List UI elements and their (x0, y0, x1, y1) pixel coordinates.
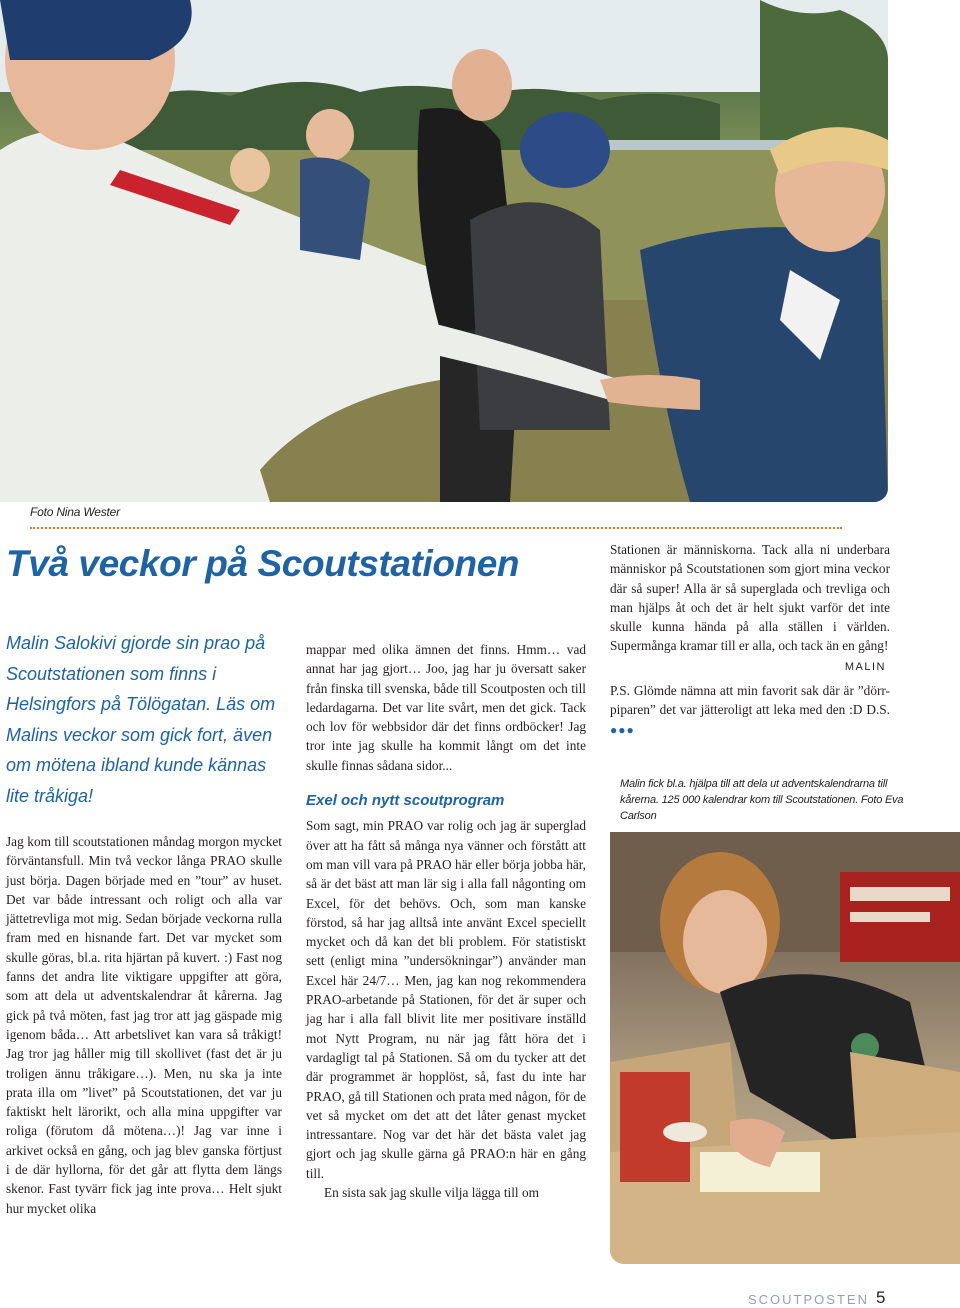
article-column-2 (306, 640, 586, 1202)
photo-credit: Foto Nina Wester (30, 505, 120, 519)
postscript (610, 681, 890, 740)
article-lead: Malin Salokivi gjorde sin prao på Scoutstationen som finns i Helsingfors på Tölögatan. Läs om Malins veckor som gick fort, även om mötena ibland kunde kännas lite tråkiga! (6, 633, 276, 806)
malin-illustration (610, 832, 960, 1264)
magazine-name: SCOUTPOSTEN (748, 1292, 869, 1307)
malin-photo (610, 832, 960, 1264)
body-paragraph: Stationen är människorna. Tack alla ni underbara människor på Scoutstationen som gjort mina veckor där så super! Alla är så superglada och trevliga och man hjälps åt och det är helt sjukt varför det inte skulle kunna hända på alla ställen i världen. Supermånga kramar till er alla, och tack än en gång! (610, 542, 890, 654)
dotted-divider (30, 527, 842, 529)
article-title: Två veckor på Scoutstationen (6, 543, 520, 584)
end-marks-icon: ●●● (610, 722, 635, 737)
article-column-1 (6, 832, 282, 1218)
body-paragraph: En sista sak jag skulle vilja lägga till om (324, 1185, 539, 1201)
article-column-3 (610, 540, 890, 740)
section-subheading: Exel och nytt scoutprogram (306, 792, 505, 810)
body-paragraph: Jag kom till scoutstationen måndag morgon mycket förväntansfull. Min två veckor långa PRAO skulle just börja. Dagen började med en ”tour” av huset. Det var både intressant och roligt och alla var jättetrevliga mot mig. Sedan började veckorna rulla fram med en hisnande fart. Det var mycket som skulle göras, bl.a. rita hjärtan på kuvert. :) Fast nog fanns det andra lite viktigare uppgifter att göra, som att dela ut adventskalendrar åt kårerna. Jag gick på två möten, fast jag tror att jag gäspade mig igenom båda… Att arbetslivet kan vara så tråkigt! Jag tror jag håller mig till skollivet (fast det är ju troligen ännu tråkigare…). Men, nu ska ja inte prata illa om ”livet” på Scoutstationen, det var ju faktiskt helt lärorikt, och alla mina uppgifter var roliga (förutom då mötena…)! Jag var inne i arkivet också en gång, och jag blev ganska förtjust i de där hyllorna, för det går att flytta dem längs skenor. Fast tyvärr fick jag inte prova… Helt sjukt hur mycket olika (6, 834, 282, 1216)
page-number: 5 (876, 1288, 886, 1307)
author-signature: MALIN (844, 660, 886, 673)
body-paragraph: mappar med olika ämnen det finns. Hmm… vad annat har jag gjort… Joo, jag har ju översatt saker från finska till svenska, både till Scoutposten och till ledardagarna. Det var lite svårt, men det gick. Tack och lov för webbsidor där det finns ordböcker! Jag tror inte jag skulle ha kommit långt om det inte skulle finnas sådana sidor... (306, 642, 586, 773)
postscript-text: P.S. Glömde nämna att min favorit sak där är ”dörr-piparen” det var jätteroligt att leka med den :D D.S. (610, 683, 890, 718)
scouts-group-illustration (0, 0, 888, 502)
scouts-group-photo (0, 0, 888, 502)
photo-caption: Malin fick bl.a. hjälpa till att dela ut adventskalendrarna till kårerna. 125 000 kalendrar kom till Scoutstationen. Foto Eva Carlson (620, 778, 904, 822)
body-paragraph: Som sagt, min PRAO var rolig och jag är superglad över att ha fått så många nya vänner och förstått att om man vill vara på PRAO här eller börja jobba här, så är det bäst att man lär sig i alla fall någonting om Excel, för det behövs. Och, som man kanske förstod, så har jag alltså inte använt Excel speciellt mycket och då kan det bli problem. För statistiskt sett (enligt mina ”undersökningar”) använder man Excel här 24/7… Men, jag kan nog rekommendera PRAO-arbetande på Stationen, för det är super och jag har i alla fall blivit lite mer positivare inställd mot Nytt Program, nu när jag fått höra det i vardagligt tal på Stationen. Så om du tycker att det där programmet är hopplöst, så, fast du inte har PRAO, gå till Stationen och prata med någon, för de vet så mycket om det att det låter genast mycket intressantare. Nog var det här det bästa valet jag gjort och jag skulle gärna gå PRAO:n här en gång till. (306, 818, 586, 1181)
